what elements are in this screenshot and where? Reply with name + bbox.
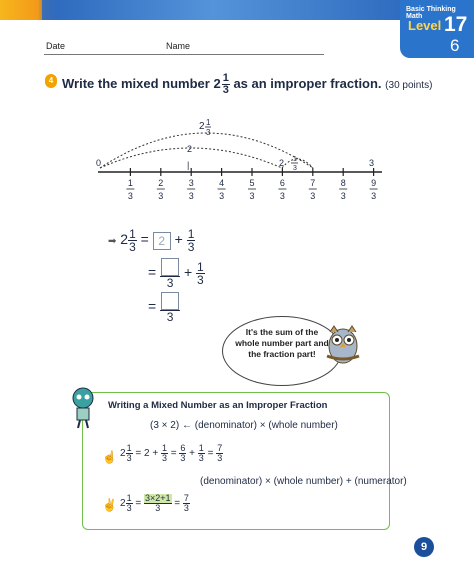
hand-icon-2: ✌ [102,498,117,512]
question-number-icon: 4 [45,74,57,88]
question-mixed-whole: 2 [213,75,221,91]
w1-num: 1 [129,227,136,241]
tick-label-den-9: 3 [371,191,377,201]
top-label-0: 0 [96,158,102,168]
tick-label-den-5: 3 [249,191,255,201]
robot-mascot-icon [66,386,100,430]
w2-f-num: 1 [197,260,204,274]
arc-medium-label: 2 [187,144,193,154]
t2-hden: 3 [155,503,161,513]
arc-big-num: 1 [206,118,211,127]
w1-whole: 2 [120,231,129,248]
w1-eq: = [140,231,149,248]
w2-f-den: 3 [197,273,204,287]
tick-label-den-7: 3 [310,191,316,201]
tick-label-num-1: 1 [127,178,133,188]
t1-d2: 3 [180,453,186,463]
t1-n4: 7 [217,443,223,453]
w3-num-box[interactable] [160,292,180,311]
t1-n3: 1 [198,443,204,453]
tick-label-den-8: 3 [340,191,346,201]
t1-d3: 3 [198,453,204,463]
tick-label-num-7: 7 [310,178,316,188]
w1-frac [128,228,137,253]
t2-frac [126,494,133,513]
tick-label-num-2: 2 [158,178,164,188]
answer-box-1[interactable]: 2 [153,232,171,250]
t1-whole: 2 [120,448,126,460]
tick-label-den-4: 3 [219,191,225,201]
hand-icon-1: ☝ [102,450,117,464]
t2-eq2: = [174,498,181,510]
t1-frac-c [198,444,205,463]
tip-note-1: (3 × 2) ← (denominator) × (whole number) [150,420,338,431]
t1-n1: 1 [161,443,167,453]
question-mixed-num: 1 [222,72,229,84]
t1-den: 3 [126,453,132,463]
question-lead: Write the mixed number [62,75,210,91]
question-mixed-den: 3 [222,84,229,96]
w1-frac2 [187,228,196,253]
work-line-3 [148,292,180,323]
tick-label-den-3: 3 [188,191,194,201]
question-points: (30 points) [385,79,433,91]
t2-num: 1 [126,493,132,503]
number-line-ticks [126,168,377,201]
level-label: Level [408,18,442,33]
tick-label-num-4: 4 [219,178,225,188]
arc-small-den: 3 [293,165,297,172]
t1-frac-d [216,444,223,463]
tick-label-den-6: 3 [279,191,285,201]
t1-frac-a [161,444,168,463]
t2-eq1: = [135,498,142,510]
series-label: Basic Thinking Math [406,6,456,20]
t1-eq3: = [207,448,214,460]
arc-small [282,159,313,168]
arc-small-num: 1 [293,156,297,163]
speech-bubble-text: It's the sum of the whole number part and the fraction part! [235,327,329,359]
name-label: Name [166,41,191,51]
t1-n2: 6 [180,443,186,453]
w3-frac [160,292,180,323]
tip-row-1 [120,444,223,463]
top-tick-marker: | [187,160,190,170]
work-line-1 [108,228,195,253]
t1-eq1: = [135,448,142,460]
page-number: 9 [414,537,434,557]
t1-d4: 3 [217,453,223,463]
t2-rd: 3 [183,503,189,513]
t1-d1: 3 [161,453,167,463]
tip-title: Writing a Mixed Number as an Improper Fraction [108,400,328,411]
t1-two: 2 [143,448,150,460]
w2-plus: + [183,264,193,281]
w2-den: 3 [166,276,174,290]
t1-num: 1 [126,443,132,453]
tick-label-num-9: 9 [371,178,377,188]
w1-den: 3 [129,240,136,254]
t1-frac-b [179,444,186,463]
owl-icon [318,318,368,368]
t2-result [183,494,190,513]
top-label-2: 2 [279,158,285,168]
date-label: Date [46,41,66,51]
arc-big-den: 3 [206,128,211,137]
tick-label-den-2: 3 [158,191,164,201]
w3-eq: = [148,298,157,315]
w1-f-den: 3 [187,240,195,254]
tip-row-2 [120,494,190,513]
work-line-2 [148,258,205,289]
t2-whole: 2 [120,498,126,510]
t2-highlight-frac [144,494,172,513]
t1-eq2: = [170,448,177,460]
tick-label-num-8: 8 [340,178,346,188]
level-sub: 6 [450,36,460,55]
w1-plus: + [174,231,183,248]
tick-label-num-5: 5 [249,178,255,188]
t1-frac [126,444,133,463]
t1-plus2: + [189,448,196,460]
tick-label-den-1: 3 [127,191,133,201]
top-label-3: 3 [369,158,375,168]
w2-num-box[interactable] [160,258,180,277]
tip-note-2: (denominator) × (whole number) + (numerator) [200,476,407,487]
arc-big-whole: 2 [199,121,205,132]
w3-den: 3 [166,310,174,324]
w1-f-num: 1 [187,227,195,241]
w2-eq: = [148,264,157,281]
tick-label-num-6: 6 [279,178,285,188]
w2-frac [160,258,180,289]
level-number: 17 [444,13,468,36]
t1-plus1: + [152,448,159,460]
t2-den: 3 [126,503,132,513]
tick-label-num-3: 3 [188,178,194,188]
t2-hnum: 3×2+1 [144,493,171,503]
arrow-icon: ➡ [108,236,117,248]
w2-frac2 [196,261,205,286]
question-tail: as an improper fraction. [233,75,382,91]
t2-rn: 7 [183,493,189,503]
